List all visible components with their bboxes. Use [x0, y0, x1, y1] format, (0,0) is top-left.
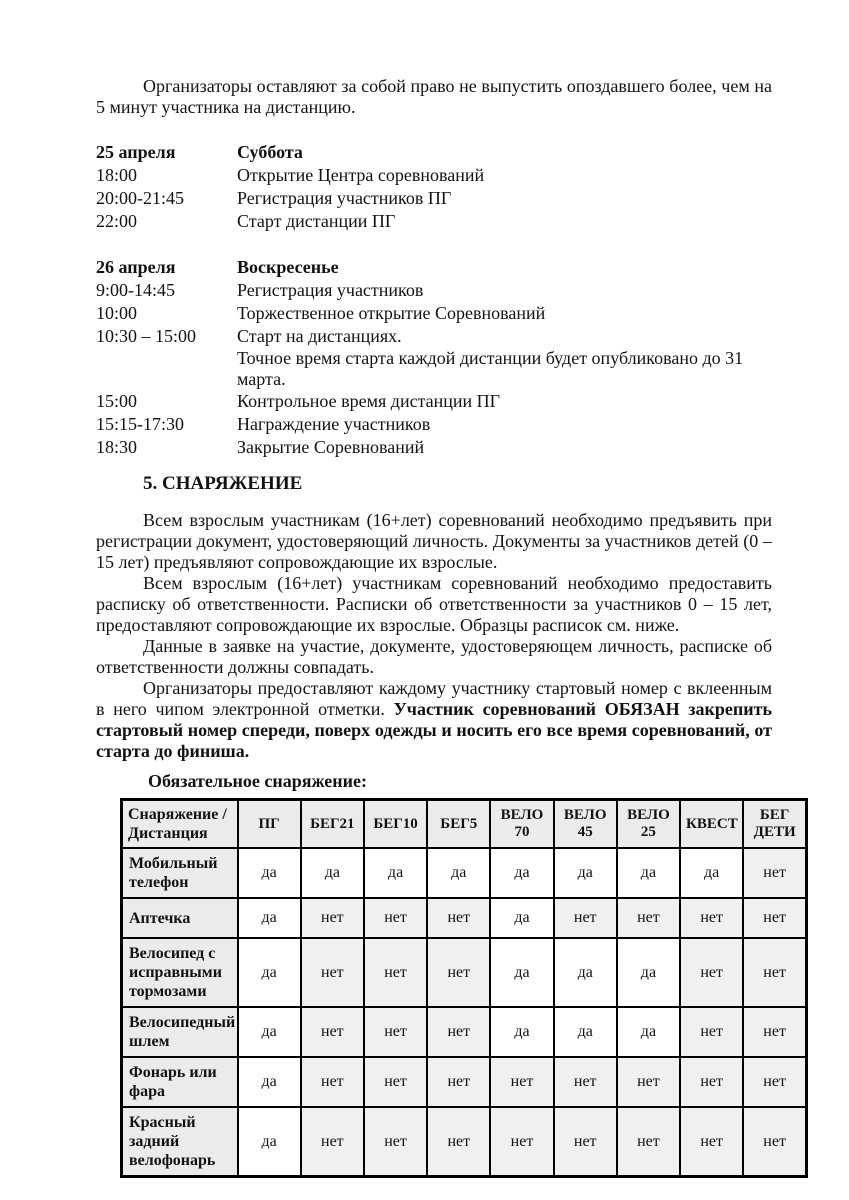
- section-heading: 5. СНАРЯЖЕНИЕ: [143, 473, 303, 494]
- row-label: Фонарь или фара: [122, 1057, 238, 1107]
- value-cell: нет: [554, 1057, 617, 1107]
- value-cell: нет: [301, 938, 364, 1007]
- value-cell: нет: [680, 898, 743, 938]
- value-cell: нет: [680, 1107, 743, 1177]
- schedule-items: [96, 164, 772, 233]
- value-cell: нет: [364, 1107, 427, 1177]
- schedule-day-2-header: [96, 256, 772, 279]
- schedule-day-1: [96, 141, 772, 233]
- value-cell: да: [490, 1007, 553, 1057]
- schedule-item: [96, 187, 772, 210]
- schedule-item: [96, 302, 772, 325]
- schedule-event-text: Открытие Центра соревнований: [237, 165, 485, 185]
- value-cell: нет: [743, 1107, 806, 1177]
- value-cell: да: [490, 898, 553, 938]
- value-cell: да: [554, 848, 617, 898]
- value-cell: да: [680, 848, 743, 898]
- document-content: [96, 76, 796, 1178]
- schedule-item: [96, 436, 772, 459]
- schedule-event: [237, 436, 772, 459]
- value-cell: да: [301, 848, 364, 898]
- schedule-event-text: Регистрация участников: [237, 280, 424, 300]
- schedule-event-text: Старт на дистанциях.: [237, 326, 402, 346]
- value-cell: да: [617, 848, 680, 898]
- table-row: [122, 848, 807, 898]
- schedule-event: [237, 210, 772, 233]
- value-cell: нет: [427, 898, 490, 938]
- schedule-day-2: [96, 256, 772, 459]
- schedule-event: [237, 279, 772, 302]
- value-cell: нет: [743, 1007, 806, 1057]
- value-cell: нет: [301, 1057, 364, 1107]
- value-cell: нет: [427, 938, 490, 1007]
- schedule-date: 25 апреля: [96, 142, 176, 162]
- schedule-event-text: Награждение участников: [237, 414, 431, 434]
- value-cell: да: [490, 848, 553, 898]
- schedule-note: Точное время старта каждой дистанции будет опубликовано до 31 марта.: [237, 348, 744, 389]
- value-cell: нет: [364, 1007, 427, 1057]
- intro-paragraph: Организаторы оставляют за собой право не выпустить опоздавшего более, чем на 5 минут участника на дистанцию.: [96, 76, 772, 117]
- value-cell: нет: [743, 938, 806, 1007]
- value-cell: да: [617, 1007, 680, 1057]
- schedule-event: [237, 390, 772, 413]
- table-row: [122, 898, 807, 938]
- final-paragraph: [96, 678, 772, 762]
- value-cell: нет: [617, 898, 680, 938]
- body-paragraph-2: Всем взрослым (16+лет) участникам соревнований необходимо предоставить расписку об ответственности. Расписки об ответственности за участников 0 – 15 лет, предоставляют сопровождающие их взрослые. Образцы расписок см. ниже.: [96, 573, 772, 635]
- schedule-event-text: Закрытие Соревнований: [237, 437, 425, 457]
- schedule-time: 22:00: [96, 211, 138, 231]
- schedule-weekday: Воскресенье: [237, 257, 339, 277]
- value-cell: нет: [301, 1107, 364, 1177]
- final-paragraph-normal: Организаторы предоставляют каждому участнику стартовый номер с вклеенным в него чипом электронной отметки.: [96, 678, 772, 719]
- column-header: БЕГ ДЕТИ: [743, 800, 806, 849]
- schedule-event: [237, 164, 772, 187]
- schedule-day-1-header: [96, 141, 772, 164]
- schedule-event: [237, 302, 772, 325]
- value-cell: нет: [680, 1057, 743, 1107]
- schedule-item: [96, 210, 772, 233]
- value-cell: нет: [680, 938, 743, 1007]
- schedule-time: 15:15-17:30: [96, 414, 184, 434]
- value-cell: нет: [743, 848, 806, 898]
- body-paragraph-3: Данные в заявке на участие, документе, удостоверяющем личность, расписке об ответственности должны совпадать.: [96, 636, 772, 677]
- row-label: Красный задний велофонарь: [122, 1107, 238, 1177]
- equipment-table-header-row: [122, 800, 807, 849]
- equipment-table: [120, 798, 808, 1178]
- equipment-table-title: Обязательное снаряжение:: [148, 771, 368, 791]
- row-label: Мобильный телефон: [122, 848, 238, 898]
- row-label: Велосипед с исправными тормозами: [122, 938, 238, 1007]
- value-cell: нет: [554, 1107, 617, 1177]
- corner-header-cell: Снаряжение / Дистанция: [122, 800, 238, 849]
- schedule-event-text: Торжественное открытие Соревнований: [237, 303, 546, 323]
- schedule-time: 18:00: [96, 165, 138, 185]
- row-label: Аптечка: [122, 898, 238, 938]
- schedule-item: [96, 279, 772, 302]
- value-cell: да: [238, 1107, 301, 1177]
- value-cell: нет: [680, 1007, 743, 1057]
- column-header: ВЕЛО 70: [490, 800, 553, 849]
- value-cell: нет: [364, 938, 427, 1007]
- value-cell: нет: [364, 898, 427, 938]
- column-header: ВЕЛО 45: [554, 800, 617, 849]
- schedule-time: 10:30 – 15:00: [96, 326, 197, 346]
- schedule-time: 10:00: [96, 303, 138, 323]
- value-cell: нет: [427, 1107, 490, 1177]
- schedule-event-text: Старт дистанции ПГ: [237, 211, 396, 231]
- schedule-item: [96, 390, 772, 413]
- column-header: БЕГ10: [364, 800, 427, 849]
- value-cell: нет: [427, 1057, 490, 1107]
- body-paragraph-1: Всем взрослым участникам (16+лет) соревнований необходимо предъявить при регистрации документ, удостоверяющий личность. Документы за участников детей (0 – 15 лет) предъявляют сопровождающие их взрослые.: [96, 510, 772, 572]
- table-row: [122, 1007, 807, 1057]
- value-cell: да: [490, 938, 553, 1007]
- schedule-event: [237, 413, 772, 436]
- schedule-event: [237, 187, 772, 210]
- value-cell: нет: [617, 1057, 680, 1107]
- schedule-date: 26 апреля: [96, 257, 176, 277]
- schedule-time: 15:00: [96, 391, 138, 411]
- row-label: Велосипедный шлем: [122, 1007, 238, 1057]
- schedule-event: [237, 325, 772, 390]
- schedule-time: 18:30: [96, 437, 138, 457]
- column-header: КВЕСТ: [680, 800, 743, 849]
- table-row: [122, 1057, 807, 1107]
- table-row: [122, 1107, 807, 1177]
- value-cell: нет: [490, 1107, 553, 1177]
- column-header: БЕГ21: [301, 800, 364, 849]
- value-cell: да: [238, 1007, 301, 1057]
- schedule-time: 20:00-21:45: [96, 188, 184, 208]
- column-header: БЕГ5: [427, 800, 490, 849]
- schedule-item: [96, 413, 772, 436]
- table-row: [122, 938, 807, 1007]
- final-paragraph-bold: Участник соревнований ОБЯЗАН закрепить стартовый номер спереди, поверх одежды и носить его все время соревнований, от старта до финиша.: [96, 699, 772, 761]
- value-cell: да: [617, 938, 680, 1007]
- schedule-event-text: Контрольное время дистанции ПГ: [237, 391, 501, 411]
- value-cell: нет: [743, 1057, 806, 1107]
- value-cell: нет: [490, 1057, 553, 1107]
- value-cell: да: [554, 938, 617, 1007]
- value-cell: да: [427, 848, 490, 898]
- column-header: ВЕЛО 25: [617, 800, 680, 849]
- value-cell: нет: [364, 1057, 427, 1107]
- value-cell: да: [554, 1007, 617, 1057]
- column-header: ПГ: [238, 800, 301, 849]
- equipment-table-body: [122, 848, 807, 1177]
- value-cell: да: [238, 848, 301, 898]
- schedule-items: [96, 279, 772, 459]
- value-cell: нет: [743, 898, 806, 938]
- value-cell: да: [238, 898, 301, 938]
- schedule-item: [96, 164, 772, 187]
- value-cell: нет: [554, 898, 617, 938]
- schedule-event-text: Регистрация участников ПГ: [237, 188, 452, 208]
- value-cell: нет: [301, 1007, 364, 1057]
- value-cell: нет: [301, 898, 364, 938]
- schedule-weekday: Суббота: [237, 142, 303, 162]
- value-cell: да: [364, 848, 427, 898]
- value-cell: нет: [427, 1007, 490, 1057]
- schedule-time: 9:00-14:45: [96, 280, 175, 300]
- value-cell: нет: [617, 1107, 680, 1177]
- schedule-item: [96, 325, 772, 390]
- value-cell: да: [238, 1057, 301, 1107]
- value-cell: да: [238, 938, 301, 1007]
